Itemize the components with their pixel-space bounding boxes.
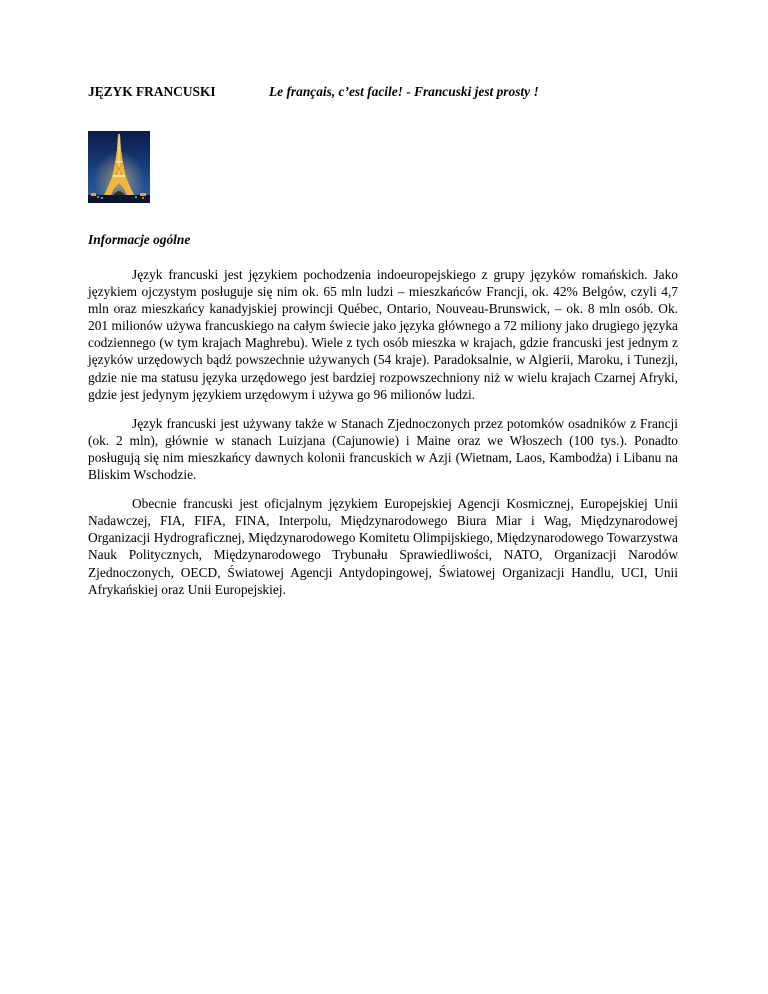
document-subtitle: Le français, c’est facile! - Francuski jest prosty ! <box>269 84 539 99</box>
paragraph-1: Język francuski jest językiem pochodzenia indoeuropejskiego z grupy języków romańskich. Jako językiem ojczystym posługuje się nim ok. 65 mln ludzi – mieszkańców Francji, ok. 42% Belgów, czyli 4,7 mln oraz mieszkańcy kanadyjskiej prowincji Québec, Ontario, Nouveau-Brunswick, – ok. 8 mln osób. Ok. 201 milionów używa francuskiego na całym świecie jako języka głównego a 72 miliony jako drugiego języka codziennego (w tym krajach Maghrebu). Wiele z tych osób mieszka w krajach, gdzie francuski jest jednym z języków urzędowych bądź powszechnie używanych (54 kraje). Paradoksalnie, w Algierii, Maroku, i Tunezji, gdzie nie ma statusu języka urzędowego jest bardziej rozpowszechniony niż w wielu krajach Czarnej Afryki, gdzie jest jedynym językiem urzędowym i używa go 96 milionów ludzi. <box>88 267 678 402</box>
document-title: JĘZYK FRANCUSKI <box>88 84 216 99</box>
document-body <box>88 266 678 610</box>
eiffel-tower-photo <box>88 131 150 203</box>
document-header <box>88 84 688 100</box>
section-heading: Informacje ogólne <box>88 232 191 247</box>
paragraph-3: Obecnie francuski jest oficjalnym językiem Europejskiej Agencji Kosmicznej, Europejskiej Unii Nadawczej, FIA, FIFA, FINA, Interpolu, Międzynarodowego Biura Miar i Wag, Międzynarodowej Organizacji Hydrograficznej, Międzynarodowego Komitetu Olimpijskiego, Międzynarodowego Towarzystwa Nauk Politycznych, Międzynarodowego Trybunału Sprawiedliwości, NATO, Organizacji Narodów Zjednoczonych, OECD, Światowej Agencji Antydopingowej, Światowej Organizacji Handlu, UCI, Unii Afrykańskiej oraz Unii Europejskiej. <box>88 496 678 597</box>
paragraph-2: Język francuski jest używany także w Stanach Zjednoczonych przez potomków osadników z Francji (ok. 2 mln), głównie w stanach Luizjana (Cajunowie) i Maine oraz we Włoszech (100 tys.). Ponadto posługują się nim mieszkańcy dawnych kolonii francuskich w Azji (Wietnam, Laos, Kambodża) i Libanu na Bliskim Wschodzie. <box>88 415 678 483</box>
